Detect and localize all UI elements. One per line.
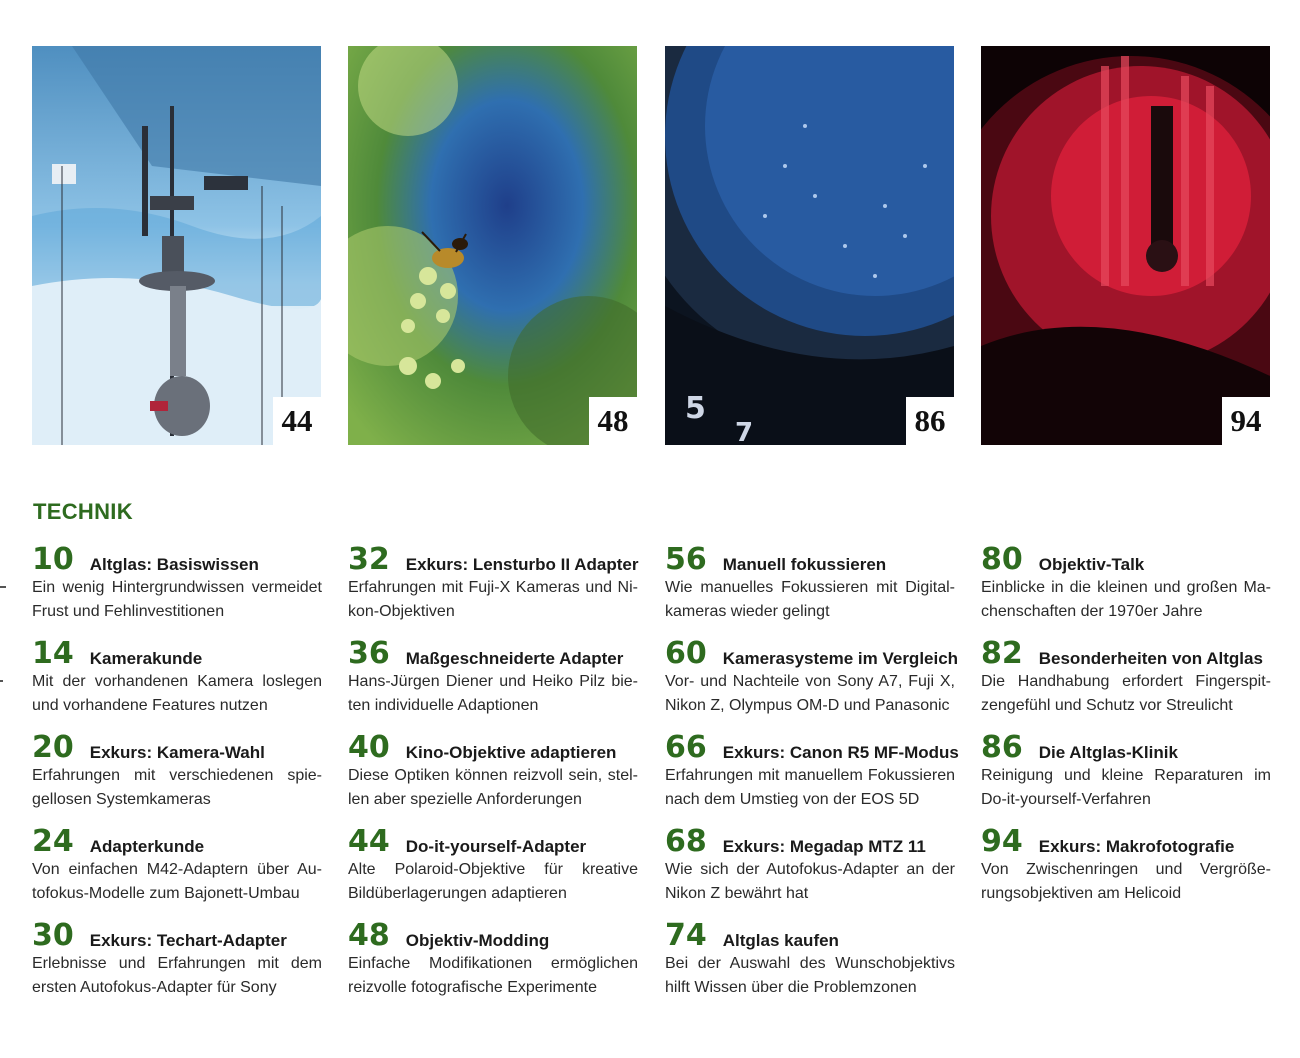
photo-frosted-lens[interactable]: [665, 46, 954, 445]
entry-description: Erfahrungen mit manuellem Fokussieren nach dem Umstieg von der EOS 5D: [665, 767, 955, 808]
photo-red-interior[interactable]: [981, 46, 1270, 445]
entry-description: Einblicke in die kleinen und großen Machenschaften der 1970er Jahre: [981, 579, 1271, 620]
entry-description: Alte Polaroid-Objektive für kreative Bildüberlagerungen adaptieren: [348, 861, 638, 902]
entry-page-number: 86: [981, 730, 1023, 765]
entry-page-number: 80: [981, 542, 1023, 577]
toc-entry[interactable]: [665, 916, 955, 1010]
entry-description: Ein wenig Hintergrundwissen vermeidet Frust und Fehlinvestitionen: [32, 579, 322, 620]
entry-description: Erlebnisse und Erfahrungen mit dem ersten Autofokus-Adapter für Sony: [32, 955, 322, 996]
entry-description: Die Handhabung erfordert Fingerspitzengefühl und Schutz vor Streulicht: [981, 673, 1271, 714]
entry-description: Wie sich der Autofokus-Adapter an der Nikon Z bewährt hat: [665, 861, 955, 902]
toc-entry[interactable]: [348, 634, 638, 728]
entry-description: Von Zwischenringen und Vergrößerungsobjektiven am Helicoid: [981, 861, 1271, 902]
page-number-badge: 44: [273, 397, 321, 445]
entry-title: Kamerakunde: [89, 649, 203, 668]
section-heading: TECHNIK: [33, 499, 133, 524]
entry-title: Altglas: Basiswissen: [89, 555, 259, 574]
entry-title: Exkurs: Kamera-Wahl: [89, 743, 265, 762]
frosted-lens-image: [665, 46, 954, 445]
left-edge-mark: [0, 586, 6, 588]
entry-description: Hans-Jürgen Diener und Heiko Pilz bieten individuelle Adaptionen: [348, 673, 638, 714]
wasp-ivy-image: [348, 46, 637, 445]
entry-title: Kino-Objektive adaptieren: [405, 743, 617, 762]
entry-page-number: 10: [32, 542, 74, 577]
toc-entry[interactable]: [981, 540, 1271, 634]
entry-title: Besonderheiten von Altglas: [1038, 649, 1263, 668]
entry-description: Erfahrungen mit Fuji-X Kameras und Nikon-Objektiven: [348, 579, 638, 620]
entry-page-number: 60: [665, 636, 707, 671]
entry-description: Diese Optiken können reizvoll sein, stellen aber spezielle Anforderungen: [348, 767, 638, 808]
entry-page-number: 56: [665, 542, 707, 577]
entry-page-number: 20: [32, 730, 74, 765]
toc-entry[interactable]: [32, 540, 322, 634]
entry-page-number: 66: [665, 730, 707, 765]
entry-title: Kamerasysteme im Vergleich: [722, 649, 959, 668]
entry-page-number: 40: [348, 730, 390, 765]
entry-description: Wie manuelles Fokussieren mit Digitalkameras wieder gelingt: [665, 579, 955, 620]
entry-title: Die Altglas-Klinik: [1038, 743, 1178, 762]
entry-title: Objektiv-Modding: [405, 931, 550, 950]
entry-page-number: 82: [981, 636, 1023, 671]
left-edge-mark: [0, 680, 3, 682]
entry-page-number: 14: [32, 636, 74, 671]
toc-entry[interactable]: [665, 822, 955, 916]
entry-title: Adapterkunde: [89, 837, 205, 856]
entry-description: Reinigung und kleine Reparaturen im Do-it-yourself-Verfahren: [981, 767, 1271, 808]
page-number-badge: 48: [589, 397, 637, 445]
entry-description: Vor- und Nachteile von Sony A7, Fuji X, Nikon Z, Olympus OM-D und Panasonic: [665, 673, 955, 714]
red-interior-image: [981, 46, 1270, 445]
ship-mast-image: [32, 46, 321, 445]
toc-entry[interactable]: [665, 540, 955, 634]
entry-page-number: 24: [32, 824, 74, 859]
page-number-badge: 94: [1222, 397, 1270, 445]
entry-title: Altglas kaufen: [722, 931, 839, 950]
entry-page-number: 44: [348, 824, 390, 859]
photo-ship-mast[interactable]: [32, 46, 321, 445]
toc-column: [32, 540, 322, 1010]
toc-entry[interactable]: [981, 634, 1271, 728]
entry-page-number: 30: [32, 918, 74, 953]
toc-entry[interactable]: [32, 634, 322, 728]
entry-page-number: 68: [665, 824, 707, 859]
toc-column: [348, 540, 638, 1010]
toc-entry[interactable]: [348, 916, 638, 1010]
svg-text:5: 5: [685, 391, 706, 426]
toc-entry[interactable]: [32, 728, 322, 822]
entry-title: Exkurs: Makrofotografie: [1038, 837, 1235, 856]
entry-description: Bei der Auswahl des Wunschobjektivs hilft Wissen über die Problemzonen: [665, 955, 955, 996]
page-number-badge: 86: [906, 397, 954, 445]
toc-entry[interactable]: [32, 822, 322, 916]
entry-title: Exkurs: Techart-Adapter: [89, 931, 287, 950]
toc-entry[interactable]: [32, 916, 322, 1010]
entry-title: Exkurs: Lensturbo II Adapter: [405, 555, 639, 574]
entry-description: Mit der vorhandenen Kamera loslegen und vorhandene Features nutzen: [32, 673, 322, 714]
entry-page-number: 94: [981, 824, 1023, 859]
entry-page-number: 32: [348, 542, 390, 577]
entry-title: Objektiv-Talk: [1038, 555, 1145, 574]
toc-entry[interactable]: [981, 728, 1271, 822]
toc-entry[interactable]: [348, 822, 638, 916]
entry-page-number: 48: [348, 918, 390, 953]
entry-description: Von einfachen M42-Adaptern über Autofokus-Modelle zum Bajonett-Umbau: [32, 861, 322, 902]
toc-entry[interactable]: [981, 822, 1271, 916]
toc-entry[interactable]: [665, 634, 959, 728]
toc-column: [665, 540, 959, 1010]
toc-entry[interactable]: [348, 728, 638, 822]
photo-wasp-ivy[interactable]: [348, 46, 637, 445]
entry-title: Exkurs: Megadap MTZ 11: [722, 837, 926, 856]
entry-description: Einfache Modifikationen ermöglichen reizvolle fotografische Experimente: [348, 955, 638, 996]
toc-entry[interactable]: [665, 728, 959, 822]
entry-page-number: 74: [665, 918, 707, 953]
entry-page-number: 36: [348, 636, 390, 671]
svg-text:7: 7: [735, 418, 754, 445]
toc-column: [981, 540, 1271, 916]
entry-title: Manuell fokussieren: [722, 555, 887, 574]
entry-title: Exkurs: Canon R5 MF-Modus: [722, 743, 959, 762]
entry-title: Maßgeschneiderte Adapter: [405, 649, 624, 668]
entry-description: Erfahrungen mit verschiedenen spiegellosen Systemkameras: [32, 767, 322, 808]
toc-entry[interactable]: [348, 540, 638, 634]
entry-title: Do-it-yourself-Adapter: [405, 837, 587, 856]
